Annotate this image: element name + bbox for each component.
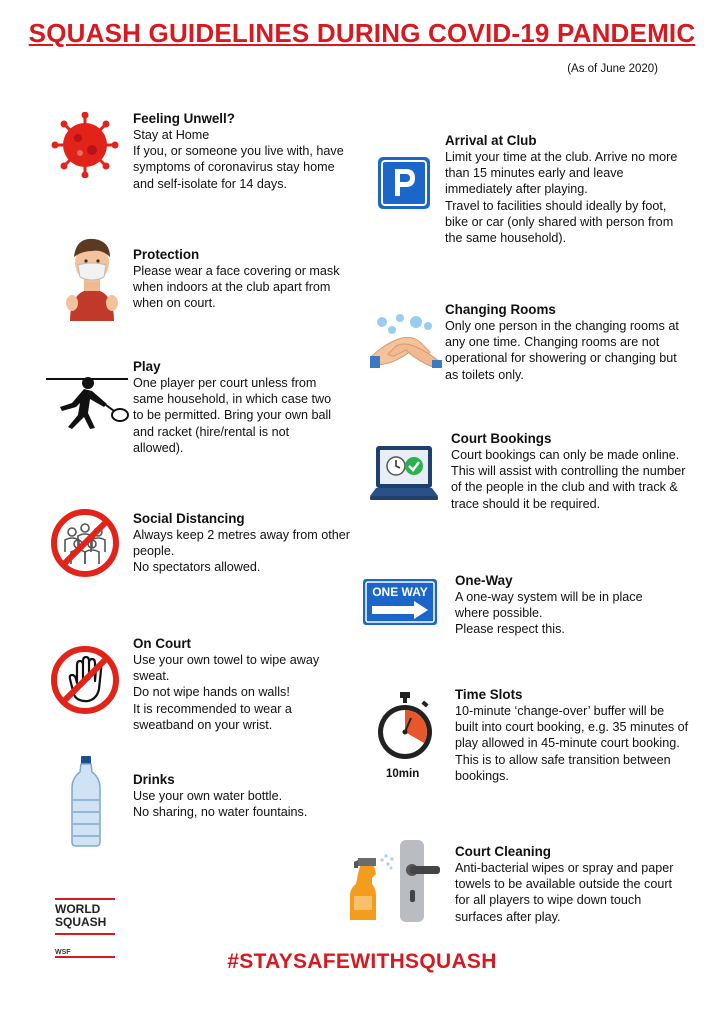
logo-line-2: SQUASH [55,915,107,929]
heading-time-slots: Time Slots [455,687,523,702]
stopwatch-icon [375,692,435,769]
heading-feeling-unwell: Feeling Unwell? [133,111,235,126]
text-line: Travel to facilities should ideally by foot, bike or car (only shared with person from the same household). [445,198,674,246]
page-title: SQUASH GUIDELINES DURING COVID-19 PANDEMIC [28,18,696,48]
logo-wsf: WSF [55,949,115,958]
text-line: No spectators allowed. [133,560,261,575]
text-line: Do not wipe hands on walls! [133,685,290,700]
heading-on-court: On Court [133,636,192,651]
water-bottle-icon [70,756,102,853]
heading-protection: Protection [133,247,200,262]
world-squash-logo [55,898,115,958]
heading-court-bookings: Court Bookings [451,431,552,446]
heading-arrival-at-club: Arrival at Club [445,133,537,148]
text-line: Use your own towel to wipe away sweat. [133,653,320,684]
text-line: Limit your time at the club. Arrive no more than 15 minutes early and leave immediately after playing. [445,150,678,197]
heading-drinks: Drinks [133,772,175,787]
face-mask-person-icon [64,233,120,326]
text-line: Only one person in the changing rooms at any one time. Changing rooms are not operational for showering or changing but as toilets only. [445,319,679,382]
parking-icon [377,156,431,215]
text-line: Court bookings can only be made online. This will assist with controlling the number of the people in the club and with track & trace should it be required. [451,448,686,511]
heading-court-cleaning: Court Cleaning [455,844,551,859]
text-line: A one-way system will be in place where possible. [455,590,643,621]
text-line: 10-minute ‘change-over’ buffer will be built into court booking, e.g. 35 minutes of play allowed in 45-minute court booking. This is to allow safe transition between bookings. [455,704,689,783]
one-way-sign-text: ONE WAY [372,585,428,599]
hand-washing-icon [370,312,442,373]
text-line: Anti-bacterial wipes or spray and paper towels to be available outside the court for all players to wipe down touch surfaces after play. [455,861,674,924]
one-way-sign-icon [362,578,438,631]
as-of-date: (As of June 2020) [567,63,658,75]
hashtag: #STAYSAFEWITHSQUASH [227,950,497,973]
text-line: Please wear a face covering or mask when indoors at the club apart from when on court. [133,264,340,311]
text-line: Stay at Home [133,128,210,142]
text-line: One player per court unless from same household, in which case two to be permitted. Bring your own ball and racket (hire/rental is not allowed). [133,376,332,455]
no-hand-icon [50,645,120,720]
no-crowd-icon [50,508,120,583]
text-line: No sharing, no water fountains. [133,805,308,820]
heading-one-way: One-Way [455,573,513,588]
stopwatch-caption: 10min [386,768,420,780]
text-line: Always keep 2 metres away from other people. [133,528,350,559]
cleaning-spray-icon [344,840,444,931]
laptop-booking-icon [368,444,440,511]
logo-line-1: WORLD [55,902,101,916]
text-line: If you, or someone you live with, have symptoms of coronavirus stay home and self-isolate for 14 days. [133,144,344,191]
text-line: It is recommended to wear a sweatband on your wrist. [133,701,292,732]
text-line: Use your own water bottle. [133,789,283,803]
text-line: Please respect this. [455,622,565,637]
heading-play: Play [133,359,161,374]
heading-social-distancing: Social Distancing [133,511,245,526]
heading-changing-rooms: Changing Rooms [445,302,556,317]
virus-icon [50,112,120,183]
squash-player-icon [44,373,130,438]
